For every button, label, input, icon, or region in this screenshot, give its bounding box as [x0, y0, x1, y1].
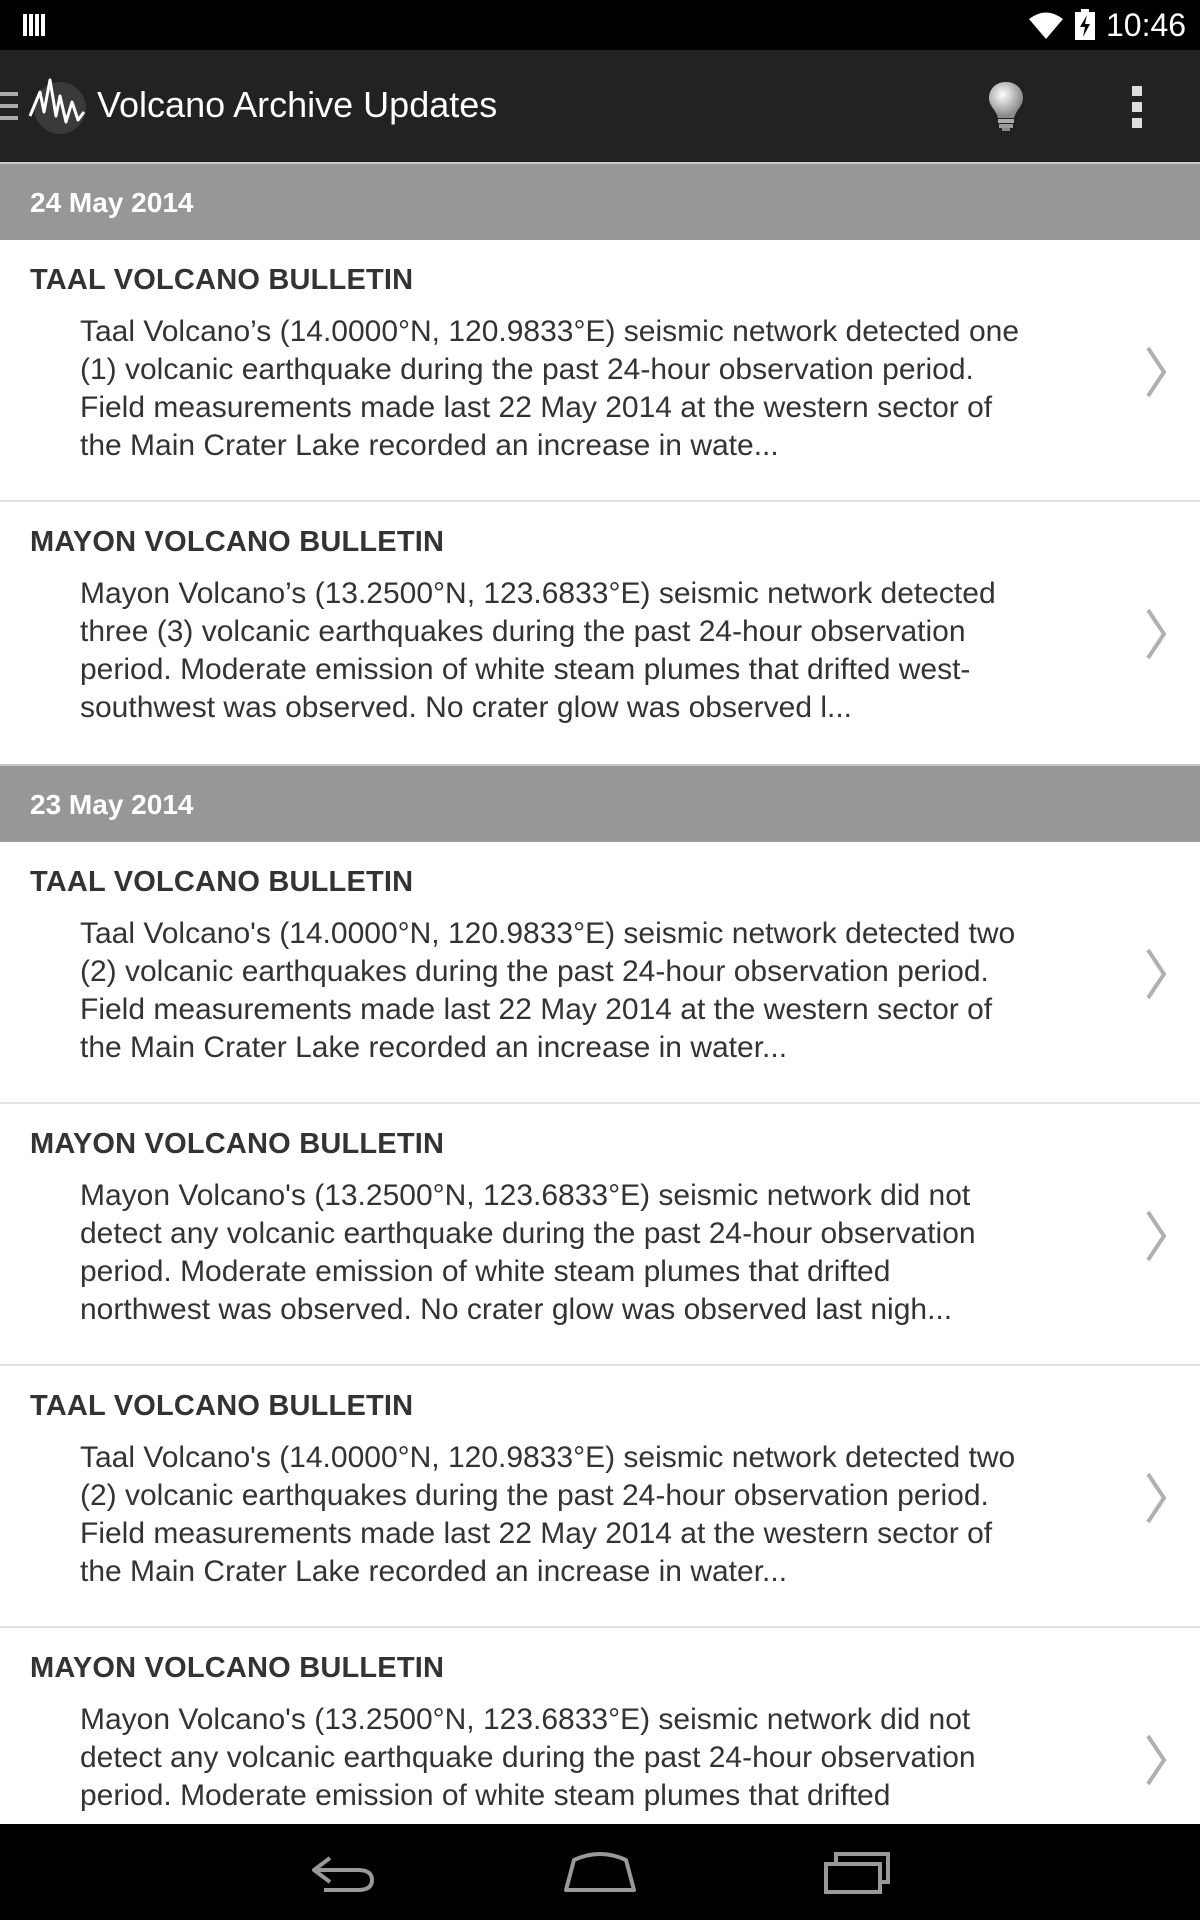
recents-icon[interactable]	[822, 1850, 892, 1894]
summary-line: Taal Volcano's (14.0000°N, 120.9833°E) seismic network detected two	[80, 917, 1016, 950]
chevron-right-icon	[1142, 606, 1170, 662]
summary-line: Mayon Volcano's (13.2500°N, 123.6833°E) seismic network did not	[80, 1179, 971, 1212]
notification-bars-icon	[22, 12, 48, 38]
app-logo[interactable]	[26, 72, 88, 138]
bulletin-list[interactable]	[0, 162, 1200, 1824]
item-title: MAYON VOLCANO BULLETIN	[30, 1652, 445, 1684]
summary-line: period. Moderate emission of white steam plumes that drifted	[80, 1779, 891, 1812]
item-summary	[80, 915, 1090, 1067]
summary-line: (2) volcanic earthquakes during the past 24-hour observation period.	[80, 1479, 989, 1512]
summary-line: southwest was observed. No crater glow was observed l...	[80, 691, 853, 724]
chevron-right-icon	[1142, 1208, 1170, 1264]
item-title: MAYON VOLCANO BULLETIN	[30, 526, 445, 558]
item-summary	[80, 575, 1090, 727]
summary-line: the Main Crater Lake recorded an increase in wate...	[80, 429, 779, 462]
summary-line: period. Moderate emission of white steam plumes that drifted	[80, 1255, 891, 1288]
page-title: Volcano Archive Updates	[97, 84, 498, 125]
drawer-icon[interactable]	[0, 90, 20, 122]
item-title: TAAL VOLCANO BULLETIN	[30, 866, 414, 898]
home-icon[interactable]	[562, 1850, 638, 1894]
summary-line: Taal Volcano’s (14.0000°N, 120.9833°E) seismic network detected one	[80, 315, 1020, 348]
summary-line: period. Moderate emission of white steam plumes that drifted west-	[80, 653, 971, 686]
summary-line: (1) volcanic earthquake during the past 24-hour observation period.	[80, 353, 974, 386]
summary-line: three (3) volcanic earthquakes during the past 24-hour observation	[80, 615, 966, 648]
battery-charging-icon	[1074, 9, 1096, 41]
item-title: TAAL VOLCANO BULLETIN	[30, 1390, 414, 1422]
date-header: 24 May 2014	[0, 162, 1200, 240]
date-header: 23 May 2014	[0, 764, 1200, 842]
summary-line: detect any volcanic earthquake during the past 24-hour observation	[80, 1741, 976, 1774]
item-title: TAAL VOLCANO BULLETIN	[30, 264, 414, 296]
lightbulb-icon[interactable]	[986, 80, 1026, 132]
summary-line: detect any volcanic earthquake during the past 24-hour observation	[80, 1217, 976, 1250]
list-item[interactable]	[0, 502, 1200, 764]
status-bar	[0, 0, 1200, 50]
item-title: MAYON VOLCANO BULLETIN	[30, 1128, 445, 1160]
action-bar	[0, 50, 1200, 162]
chevron-right-icon	[1142, 1732, 1170, 1788]
summary-line: Field measurements made last 22 May 2014 at the western sector of	[80, 391, 993, 424]
chevron-right-icon	[1142, 1470, 1170, 1526]
item-summary	[80, 1177, 1090, 1329]
summary-line: Taal Volcano's (14.0000°N, 120.9833°E) seismic network detected two	[80, 1441, 1016, 1474]
item-summary	[80, 313, 1090, 465]
summary-line: (2) volcanic earthquakes during the past 24-hour observation period.	[80, 955, 989, 988]
list-item[interactable]	[0, 842, 1200, 1104]
summary-line: the Main Crater Lake recorded an increase in water...	[80, 1555, 788, 1588]
summary-line: northwest was observed. No crater glow was observed last nigh...	[80, 1293, 953, 1326]
chevron-right-icon	[1142, 946, 1170, 1002]
summary-line: Mayon Volcano’s (13.2500°N, 123.6833°E) seismic network detected	[80, 577, 996, 610]
overflow-menu-icon[interactable]	[1122, 84, 1152, 130]
item-summary	[80, 1439, 1090, 1591]
summary-line: the Main Crater Lake recorded an increase in water...	[80, 1031, 788, 1064]
item-summary	[80, 1701, 1090, 1815]
summary-line: Field measurements made last 22 May 2014 at the western sector of	[80, 1517, 993, 1550]
list-item[interactable]	[0, 1628, 1200, 1824]
navigation-bar	[0, 1824, 1200, 1920]
summary-line: Mayon Volcano's (13.2500°N, 123.6833°E) seismic network did not	[80, 1703, 971, 1736]
list-item[interactable]	[0, 240, 1200, 502]
list-item[interactable]	[0, 1104, 1200, 1366]
status-clock: 10:46	[1106, 7, 1187, 43]
list-item[interactable]	[0, 1366, 1200, 1628]
back-icon[interactable]	[308, 1852, 378, 1894]
wifi-icon	[1028, 10, 1064, 40]
summary-line: Field measurements made last 22 May 2014 at the western sector of	[80, 993, 993, 1026]
chevron-right-icon	[1142, 344, 1170, 400]
